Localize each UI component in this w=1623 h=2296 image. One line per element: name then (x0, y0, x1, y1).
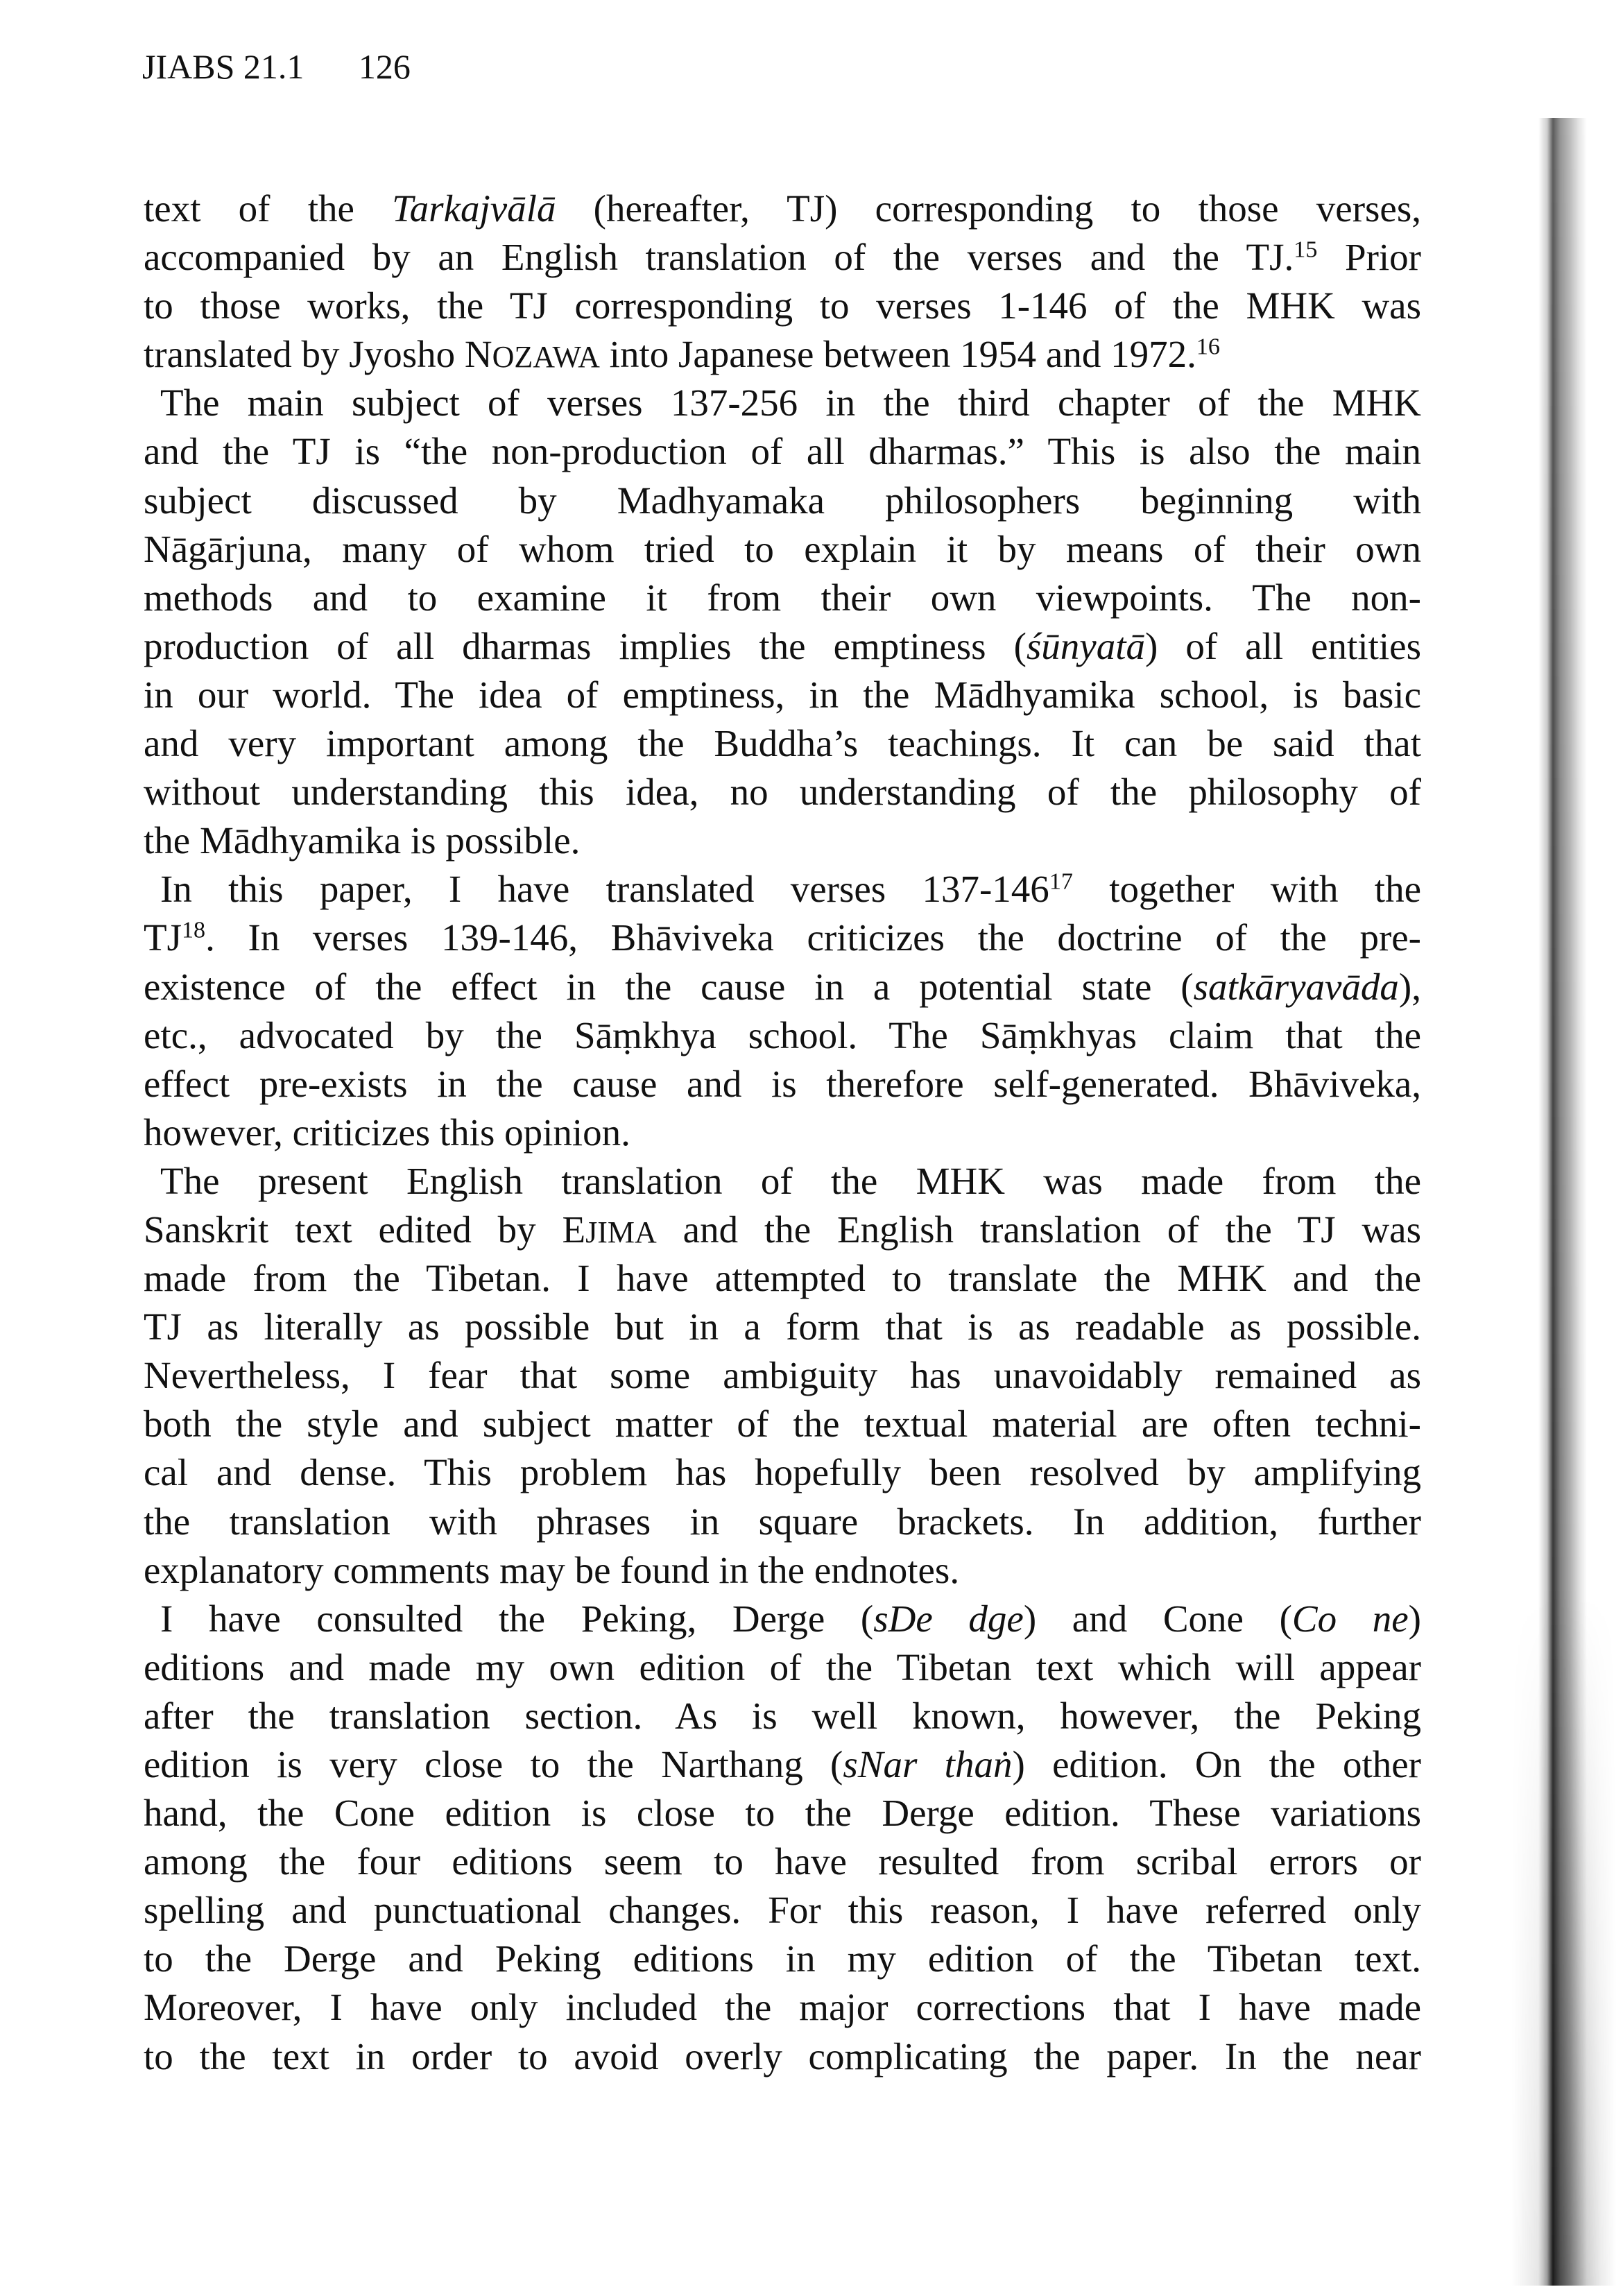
text-line (144, 1546, 1421, 1595)
text-segment: methods and to examine it from their own viewpoints. The non- (144, 576, 1421, 619)
text-segment: . In verses 139-146, Bhāviveka criticizes the doctrine of the pre- (205, 916, 1421, 959)
text-segment: ) of all entities (1145, 624, 1421, 667)
text-segment: cal and dense. This problem has hopefully been resolved by amplifying (144, 1451, 1421, 1494)
text-line (144, 1206, 1421, 1254)
text-line (144, 427, 1421, 476)
text-segment: and very important among the Buddha’s teachings. It can be said that (144, 722, 1421, 765)
text-segment: made from the Tibetan. I have attempted to translate the MHK and the (144, 1257, 1421, 1300)
small-caps-name: JIMA (585, 1215, 657, 1249)
italic-term: sNar thaṅ (843, 1743, 1013, 1785)
paragraph (144, 865, 1421, 1157)
text-segment: together with the (1072, 868, 1421, 911)
text-segment: I have consulted the Peking, Derge ( (160, 1597, 874, 1640)
text-segment: edition is very close to the Narthang ( (144, 1743, 843, 1785)
footnote-marker: 16 (1196, 334, 1220, 360)
running-header (142, 46, 411, 87)
text-segment: and the TJ is “the non-production of all dharmas.” This is also the main (144, 430, 1421, 473)
text-segment: subject discussed by Madhyamaka philosophers beginning with (144, 479, 1421, 522)
text-segment: ) and Cone ( (1023, 1597, 1292, 1640)
text-segment: production of all dharmas implies the emptiness ( (144, 624, 1027, 667)
text-segment: Nevertheless, I fear that some ambiguity has unavoidably remained as (144, 1354, 1421, 1397)
text-line (144, 1108, 1421, 1157)
text-segment: Prior (1317, 236, 1421, 279)
text-line (144, 1595, 1421, 1643)
text-line (144, 1351, 1421, 1400)
text-segment: existence of the effect in the cause in a potential state ( (144, 965, 1194, 1008)
text-segment: and the English translation of the TJ was (656, 1208, 1421, 1251)
text-segment: into Japanese between 1954 and 1972. (599, 333, 1196, 376)
text-line (144, 1692, 1421, 1740)
text-line (144, 379, 1421, 427)
page-number: 126 (358, 47, 411, 86)
text-line (144, 1303, 1421, 1351)
text-line (144, 671, 1421, 719)
text-segment: The present English translation of the MHK was made from the (160, 1159, 1421, 1202)
text-line (144, 1935, 1421, 1983)
text-line (144, 282, 1421, 330)
text-line (144, 768, 1421, 816)
text-segment: without understanding this idea, no understanding of the philosophy of (144, 771, 1421, 814)
text-segment: hand, the Cone edition is close to the Derge edition. These variations (144, 1792, 1421, 1835)
text-line (144, 1060, 1421, 1108)
body-text (144, 185, 1421, 2081)
text-line (144, 1643, 1421, 1692)
text-segment: to the Derge and Peking editions in my edition of the Tibetan text. (144, 1937, 1421, 1980)
text-segment: ) edition. On the other (1012, 1743, 1421, 1785)
text-line (144, 1983, 1421, 2032)
text-line (144, 574, 1421, 622)
text-line (144, 1157, 1421, 1206)
italic-term: Tarkajvālā (392, 187, 556, 230)
text-line (144, 622, 1421, 671)
paragraph (144, 185, 1421, 379)
text-line (144, 330, 1421, 379)
text-line (144, 1011, 1421, 1060)
italic-term: śūnyatā (1026, 624, 1145, 667)
text-line (144, 477, 1421, 525)
paragraph (144, 1595, 1421, 2081)
text-segment: after the translation section. As is well known, however, the Peking (144, 1694, 1421, 1737)
text-segment: text of the (144, 187, 393, 230)
small-caps-name: OZAWA (492, 340, 600, 375)
text-line (144, 1740, 1421, 1789)
text-segment: Sanskrit text edited by E (144, 1208, 586, 1251)
text-line (144, 1448, 1421, 1497)
text-line (144, 914, 1421, 962)
footnote-marker: 15 (1294, 237, 1318, 263)
text-line (144, 1886, 1421, 1935)
text-line (144, 1254, 1421, 1303)
text-segment: editions and made my own edition of the Tibetan text which will appear (144, 1645, 1421, 1688)
text-segment: accompanied by an English translation of the verses and the TJ. (144, 236, 1294, 279)
text-segment: in our world. The idea of emptiness, in the Mādhyamika school, is basic (144, 673, 1421, 716)
text-segment: translated by Jyosho N (144, 333, 492, 376)
text-line (144, 233, 1421, 282)
text-line (144, 816, 1421, 865)
text-segment: the Mādhyamika is possible. (144, 819, 581, 862)
text-segment: ), (1398, 965, 1421, 1008)
text-segment: the translation with phrases in square brackets. In addition, further (144, 1500, 1421, 1543)
text-line (144, 1400, 1421, 1448)
text-line (144, 525, 1421, 574)
italic-term: sDe dge (873, 1597, 1024, 1640)
text-segment: spelling and punctuational changes. For this reason, I have referred only (144, 1889, 1421, 1932)
italic-term: satkāryavāda (1193, 965, 1399, 1008)
text-line (144, 963, 1421, 1011)
text-segment: TJ (144, 916, 182, 959)
text-segment: TJ as literally as possible but in a form that is as readable as possible. (144, 1305, 1421, 1348)
text-segment: Moreover, I have only included the major corrections that I have made (144, 1986, 1421, 2029)
text-segment: (hereafter, TJ) corresponding to those verses, (556, 187, 1421, 230)
text-line (144, 1789, 1421, 1837)
text-line (144, 185, 1421, 233)
binding-shadow-spread (1512, 1595, 1616, 2286)
text-segment: The main subject of verses 137-256 in the third chapter of the MHK (160, 382, 1421, 425)
text-segment: In this paper, I have translated verses 137-146 (160, 868, 1049, 911)
text-line (144, 2032, 1421, 2081)
text-segment: to the text in order to avoid overly complicating the paper. In the near (144, 2034, 1421, 2077)
text-segment: to those works, the TJ corresponding to verses 1-146 of the MHK was (144, 284, 1421, 327)
text-segment: however, criticizes this opinion. (144, 1111, 630, 1154)
text-line (144, 865, 1421, 914)
text-segment: among the four editions seem to have resulted from scribal errors or (144, 1840, 1421, 1883)
text-segment: effect pre-exists in the cause and is therefore self-generated. Bhāviveka, (144, 1062, 1421, 1105)
text-line (144, 719, 1421, 768)
text-segment: both the style and subject matter of the textual material are often techni- (144, 1403, 1421, 1446)
footnote-marker: 18 (182, 917, 206, 943)
footnote-marker: 17 (1049, 868, 1073, 895)
text-line (144, 1837, 1421, 1886)
text-segment: Nāgārjuna, many of whom tried to explain it by means of their own (144, 527, 1421, 570)
paragraph (144, 379, 1421, 865)
paragraph (144, 1157, 1421, 1595)
italic-term: Co ne (1291, 1597, 1409, 1640)
text-line (144, 1498, 1421, 1546)
text-segment: ) (1408, 1597, 1421, 1640)
text-segment: explanatory comments may be found in the endnotes. (144, 1548, 960, 1591)
text-segment: etc., advocated by the Sāṃkhya school. The Sāṃkhyas claim that the (144, 1013, 1421, 1056)
journal-citation: JIABS 21.1 (142, 47, 304, 86)
